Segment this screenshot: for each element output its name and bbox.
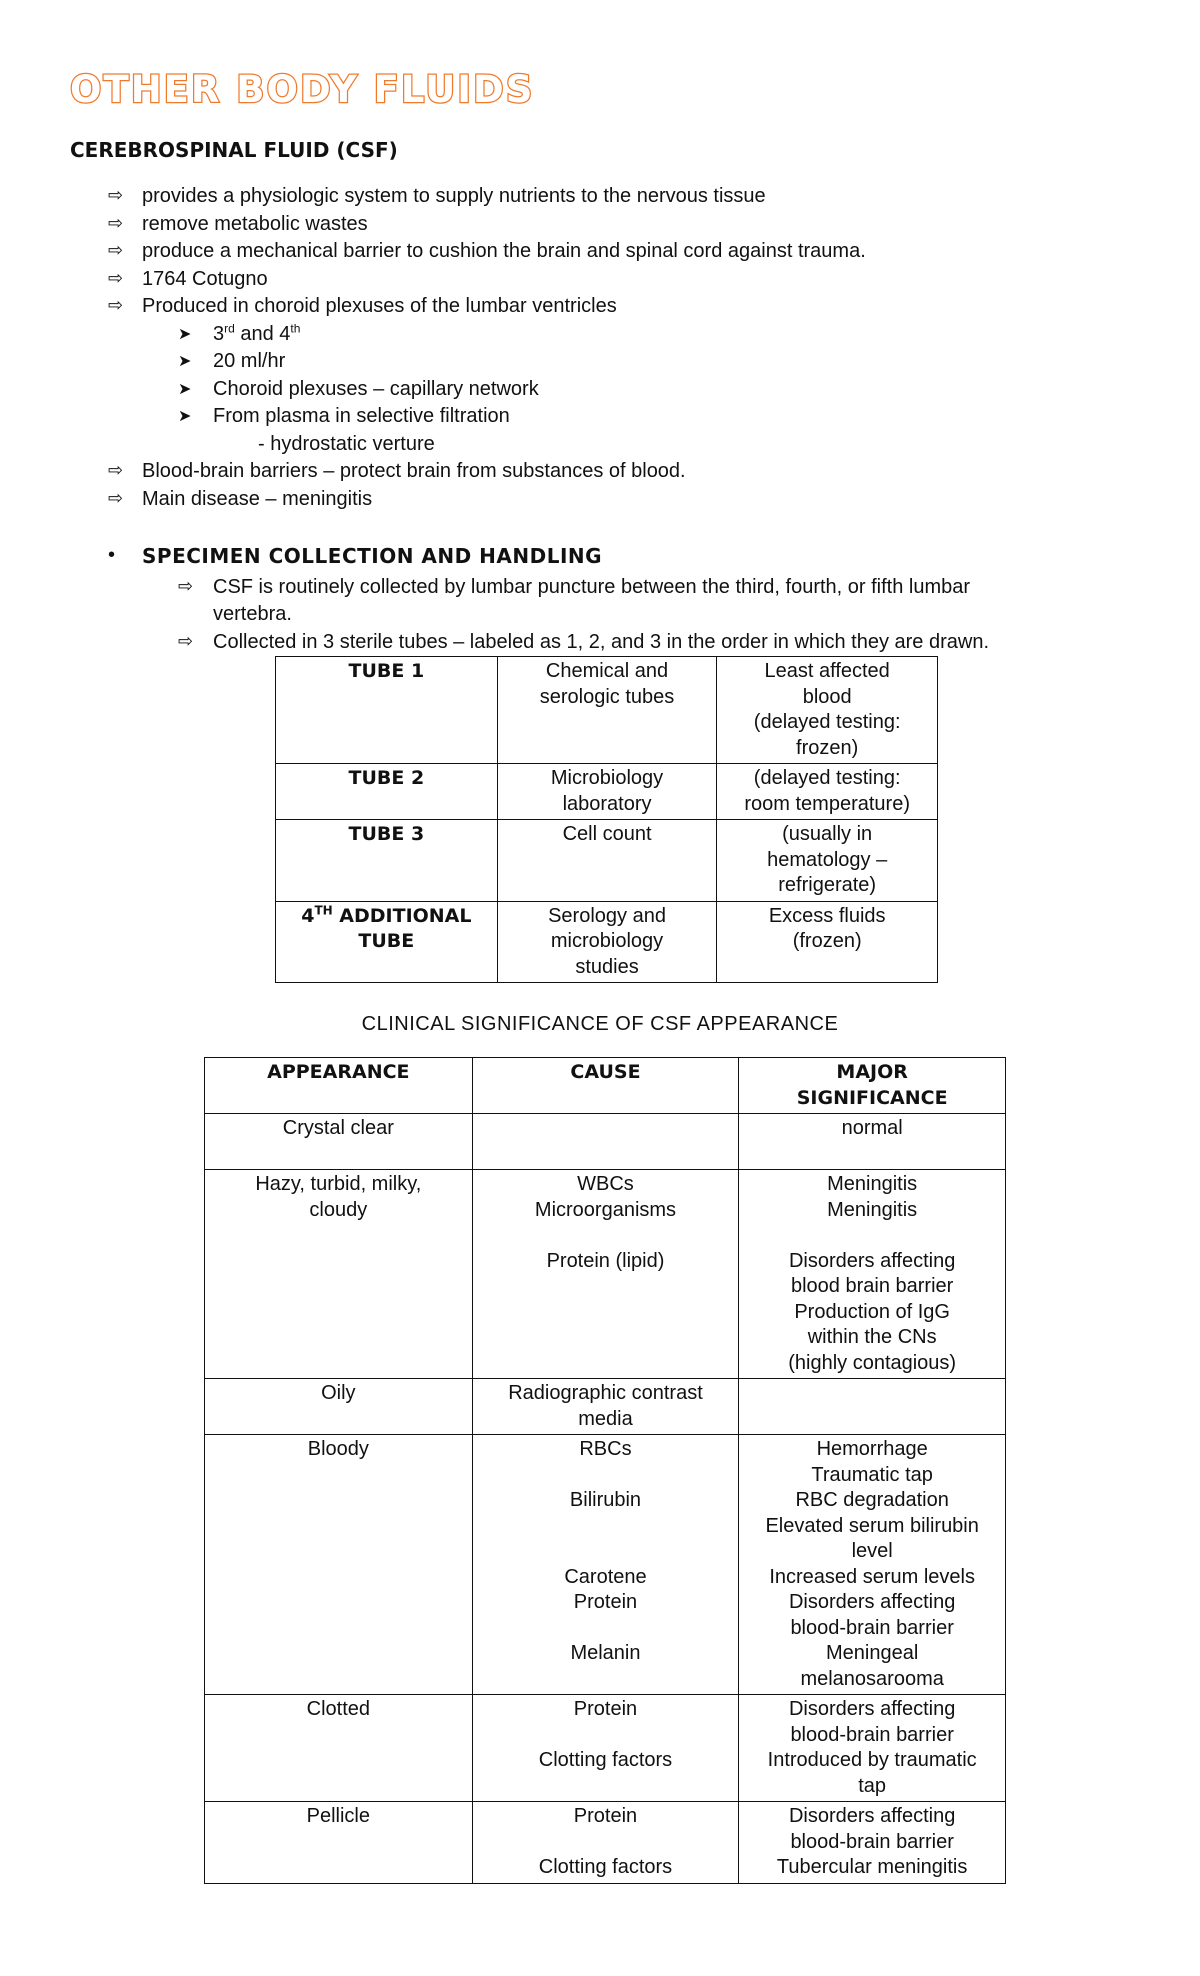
cause-cell-line: Microorganisms xyxy=(534,1198,677,1221)
list-item: remove metabolic wastes xyxy=(142,213,368,235)
appearance-cell-line: cloudy xyxy=(309,1198,368,1221)
tube-use-cell-line: Cell count xyxy=(562,823,652,845)
sub-item-ventricles xyxy=(213,321,300,347)
list-item: provides a physiologic system to supply nutrients to the nervous tissue xyxy=(142,185,766,207)
cause-cell-line: Bilirubin xyxy=(569,1489,642,1511)
appearance-cell-line: Bloody xyxy=(307,1438,369,1460)
tube-note-cell xyxy=(717,820,938,902)
sub-item-choroid: Choroid plexuses – capillary network xyxy=(213,378,539,400)
significance-cell-line: Meningitis xyxy=(827,1198,918,1221)
appearance-cell xyxy=(205,1435,473,1695)
tube-use-cell-line: Serology and xyxy=(548,904,666,927)
significance-cell xyxy=(739,1802,1006,1884)
tube-name-cell-line xyxy=(280,904,493,930)
tubes-table xyxy=(275,656,938,983)
appearance-cell xyxy=(205,1802,473,1884)
significance-cell-line: Elevated serum bilirubin xyxy=(765,1514,979,1537)
significance-cell xyxy=(739,1170,1006,1379)
tube-note-cell-line: blood xyxy=(802,685,852,708)
tube-use-cell-line: microbiology xyxy=(550,930,664,952)
tube-number-suffix: TH xyxy=(314,903,333,918)
tube-note-cell-line: Least affected xyxy=(764,660,890,682)
significance-cell-line xyxy=(743,1381,1001,1407)
triangle-bullet-icon: ➤ xyxy=(178,324,192,343)
appearance-cell xyxy=(205,1379,473,1435)
cause-cell-line: Radiographic contrast xyxy=(508,1382,703,1404)
tube-use-cell-line: serologic tubes xyxy=(539,685,675,708)
ordinal-3-suffix: rd xyxy=(224,321,235,336)
significance-cell-line: blood-brain barrier xyxy=(790,1723,954,1746)
significance-cell xyxy=(739,1379,1006,1435)
cause-cell-line: Clotting factors xyxy=(538,1856,673,1878)
cause-cell-line xyxy=(477,1539,735,1565)
appearance-cell-line: Oily xyxy=(321,1382,356,1404)
significance-cell-line xyxy=(743,1223,1001,1249)
tube-name-cell xyxy=(276,764,498,820)
arrow-bullet-icon: ⇨ xyxy=(108,240,124,261)
table-row xyxy=(276,820,938,902)
significance-cell-line: Tubercular meningitis xyxy=(776,1856,968,1878)
appearance-cell xyxy=(205,1170,473,1379)
cause-cell xyxy=(472,1170,739,1379)
cause-cell-line xyxy=(477,1723,735,1749)
tube-note-cell-line: hematology – xyxy=(767,848,888,871)
cause-cell xyxy=(472,1435,739,1695)
tube-name-cell-line: TUBE 1 xyxy=(348,660,425,682)
table-row xyxy=(276,657,938,764)
list-item: CSF is routinely collected by lumbar puncture between the third, fourth, or fifth lumbar xyxy=(213,576,971,598)
tube-use-cell-line: Microbiology xyxy=(550,767,664,789)
tube-note-cell-line: Excess fluids xyxy=(768,904,886,927)
list-item-continuation: vertebra. xyxy=(213,603,292,625)
and-text: and xyxy=(234,323,280,345)
cause-cell-line xyxy=(477,1616,735,1642)
significance-cell-line: melanosarooma xyxy=(800,1667,944,1690)
significance-cell-line: blood brain barrier xyxy=(790,1275,954,1297)
significance-cell-line: (highly contagious) xyxy=(788,1351,957,1374)
significance-cell-line: normal xyxy=(841,1117,903,1139)
table-row xyxy=(276,764,938,820)
tube-note-cell-line: refrigerate) xyxy=(778,874,877,896)
tube-name-cell-line: TUBE xyxy=(358,930,415,952)
significance-cell-line: Disorders affecting xyxy=(788,1591,956,1613)
cause-cell-line: RBCs xyxy=(579,1438,632,1460)
appearance-cell xyxy=(205,1695,473,1802)
specimen-heading: SPECIMEN COLLECTION AND HANDLING xyxy=(142,544,603,568)
appearance-cell-line: Pellicle xyxy=(306,1805,370,1827)
header-cause: CAUSE xyxy=(472,1058,739,1114)
tube-note-cell-line: (delayed testing: xyxy=(753,711,901,733)
cause-cell-line xyxy=(477,1116,735,1142)
triangle-bullet-icon: ➤ xyxy=(178,379,192,398)
significance-cell-line: Production of IgG xyxy=(794,1300,950,1323)
ordinal-3: 3 xyxy=(213,323,225,345)
table-row xyxy=(205,1114,1006,1170)
arrow-bullet-icon: ⇨ xyxy=(178,576,194,597)
significance-cell-line: Disorders affecting xyxy=(788,1249,956,1272)
csf-heading: CEREBROSPINAL FLUID (CSF) xyxy=(70,138,398,162)
significance-cell-line: tap xyxy=(858,1774,887,1797)
significance-cell-line: blood-brain barrier xyxy=(790,1830,954,1853)
tube-note-cell-line: (frozen) xyxy=(792,930,862,952)
significance-cell-line: blood-brain barrier xyxy=(790,1616,954,1639)
table-row xyxy=(205,1435,1006,1695)
cause-cell-line: Protein xyxy=(573,1698,638,1720)
sub-item-rate: 20 ml/hr xyxy=(213,350,286,372)
arrow-bullet-icon: ⇨ xyxy=(108,185,124,206)
significance-cell-line: Meningitis xyxy=(827,1173,918,1195)
sub-item-hydrostatic: - hydrostatic verture xyxy=(258,433,435,455)
significance-cell-line: Introduced by traumatic xyxy=(767,1749,977,1771)
ordinal-4: 4 xyxy=(279,323,291,345)
tube-note-cell-line: (usually in xyxy=(782,823,873,845)
significance-cell-line: Traumatic tap xyxy=(811,1463,933,1486)
significance-cell-line: Disorders affecting xyxy=(788,1805,956,1827)
significance-cell-line: Hemorrhage xyxy=(816,1438,928,1460)
appearance-cell xyxy=(205,1114,473,1170)
significance-cell xyxy=(739,1435,1006,1695)
list-item: produce a mechanical barrier to cushion the brain and spinal cord against trauma. xyxy=(142,240,866,262)
list-item: 1764 Cotugno xyxy=(142,268,268,290)
cause-cell xyxy=(472,1695,739,1802)
list-item: Collected in 3 sterile tubes – labeled as 1, 2, and 3 in the order in which they are drawn. xyxy=(213,631,990,653)
header-appearance: APPEARANCE xyxy=(205,1058,473,1114)
appearance-cell-line: Hazy, turbid, milky, xyxy=(255,1173,422,1195)
arrow-bullet-icon: ⇨ xyxy=(108,488,124,509)
cause-cell-line: Protein xyxy=(573,1805,638,1827)
tube-use-cell xyxy=(497,901,717,983)
table-row xyxy=(205,1379,1006,1435)
tube-name-cell xyxy=(276,657,498,764)
appearance-cell-line: Clotted xyxy=(306,1698,371,1720)
ordinal-4-suffix: th xyxy=(290,321,301,336)
appearance-cell-line: Crystal clear xyxy=(282,1117,394,1139)
cause-cell-line: Clotting factors xyxy=(538,1749,673,1771)
list-item: Blood-brain barriers – protect brain from substances of blood. xyxy=(142,460,686,482)
tube-use-cell-line: Chemical and xyxy=(545,660,669,682)
tube-use-cell xyxy=(497,657,717,764)
significance-cell-line: Disorders affecting xyxy=(788,1698,956,1720)
significance-cell-line: within the CNs xyxy=(807,1326,937,1348)
triangle-bullet-icon: ➤ xyxy=(178,406,192,425)
cause-cell-line: Carotene xyxy=(564,1565,647,1588)
arrow-bullet-icon: ⇨ xyxy=(108,460,124,481)
appearance-table xyxy=(204,1057,1006,1884)
significance-cell xyxy=(739,1114,1006,1170)
significance-cell-line: level xyxy=(851,1540,893,1562)
cause-cell-line: WBCs xyxy=(577,1173,634,1195)
tube-note-cell-line: room temperature) xyxy=(744,792,910,815)
tube-use-cell-line: laboratory xyxy=(562,792,652,815)
table-row xyxy=(205,1802,1006,1884)
tube-number: 4 xyxy=(301,904,315,927)
tube-name-cell-line: TUBE 2 xyxy=(348,767,425,789)
header-significance: MAJOR SIGNIFICANCE xyxy=(739,1058,1006,1114)
arrow-bullet-icon: ⇨ xyxy=(108,213,124,234)
cause-cell xyxy=(472,1379,739,1435)
significance-cell-line xyxy=(743,1142,1001,1168)
table-header-row xyxy=(205,1058,1006,1114)
tube-name-cell xyxy=(276,820,498,902)
tube-note-cell-line: frozen) xyxy=(796,736,859,759)
tube-note-cell xyxy=(717,901,938,983)
cause-cell-line xyxy=(477,1514,735,1540)
tube-use-cell xyxy=(497,764,717,820)
page-title: OTHER BODY FLUIDS xyxy=(70,68,535,111)
appearance-caption: CLINICAL SIGNIFICANCE OF CSF APPEARANCE xyxy=(361,1013,839,1035)
table-row xyxy=(276,901,938,983)
list-item: Main disease – meningitis xyxy=(142,488,373,510)
cause-cell-line xyxy=(477,1667,735,1693)
significance-cell xyxy=(739,1695,1006,1802)
cause-cell xyxy=(472,1802,739,1884)
tube-name-cell-line: TUBE 3 xyxy=(348,823,425,845)
significance-cell-line: Increased serum levels xyxy=(769,1565,975,1588)
cause-cell-line: media xyxy=(578,1407,633,1430)
triangle-bullet-icon: ➤ xyxy=(178,351,192,370)
cause-cell-line xyxy=(477,1830,735,1856)
arrow-bullet-icon: ⇨ xyxy=(108,268,124,289)
bullet-dot-icon: • xyxy=(108,544,116,566)
cause-cell-line: Protein (lipid) xyxy=(546,1249,665,1272)
cause-cell-line: Protein xyxy=(573,1591,638,1613)
tube-note-cell-line: (delayed testing: xyxy=(753,767,901,789)
significance-cell-line: Meningeal xyxy=(826,1642,919,1664)
significance-cell-line: RBC degradation xyxy=(795,1489,949,1511)
table-row xyxy=(205,1170,1006,1379)
tube-use-cell xyxy=(497,820,717,902)
sub-item-plasma: From plasma in selective filtration xyxy=(213,405,510,427)
tube-note-cell xyxy=(717,764,938,820)
arrow-bullet-icon: ⇨ xyxy=(178,631,194,652)
tube-note-cell xyxy=(717,657,938,764)
cause-cell xyxy=(472,1114,739,1170)
tube-name-cell xyxy=(276,901,498,983)
list-item: Produced in choroid plexuses of the lumbar ventricles xyxy=(142,295,617,317)
table-row xyxy=(205,1695,1006,1802)
tube-label: ADDITIONAL xyxy=(332,904,472,927)
cause-cell-line xyxy=(477,1223,735,1249)
arrow-bullet-icon: ⇨ xyxy=(108,295,124,316)
cause-cell-line: Melanin xyxy=(570,1642,641,1664)
tube-use-cell-line: studies xyxy=(575,955,639,978)
cause-cell-line xyxy=(477,1463,735,1489)
